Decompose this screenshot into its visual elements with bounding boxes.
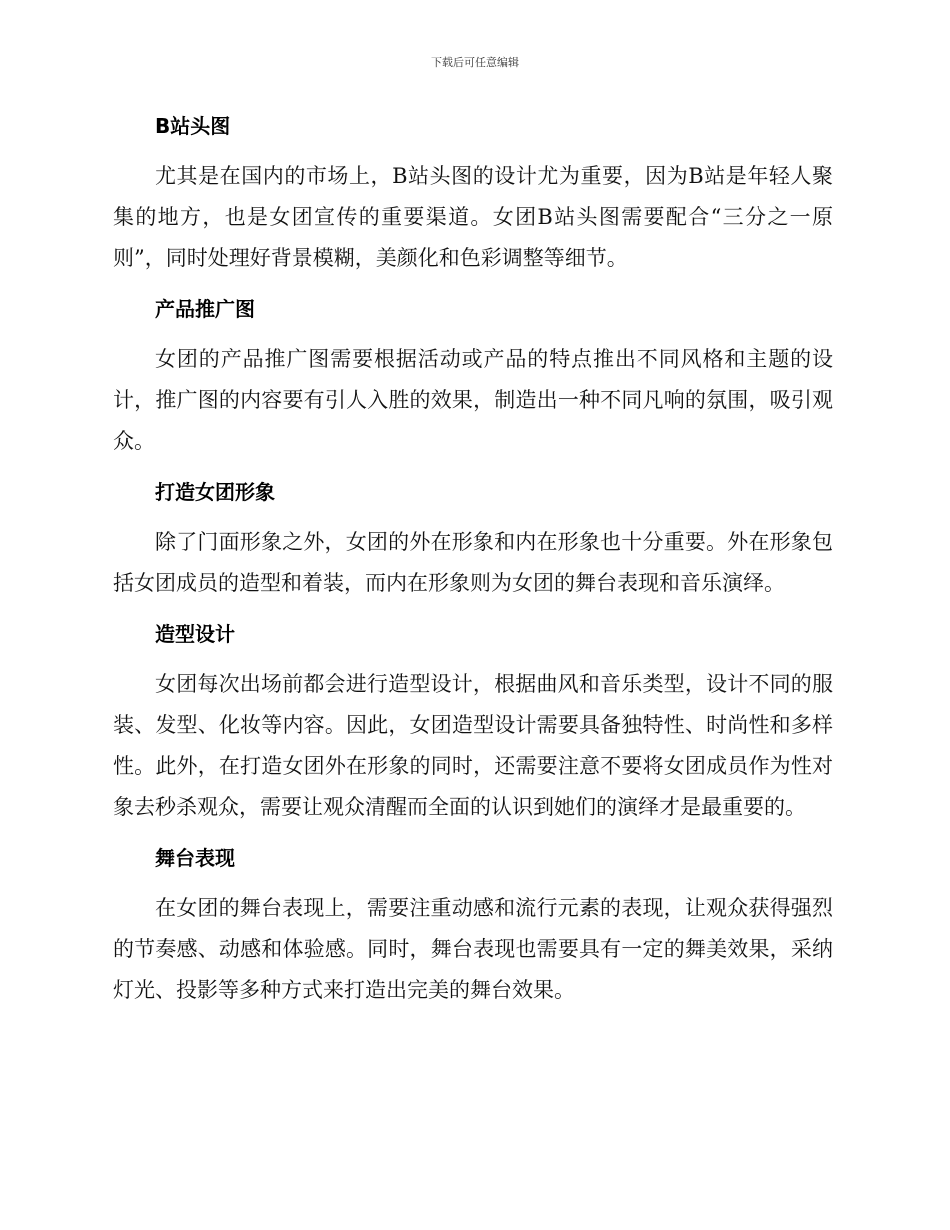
- section-bilibili-header-image: [113, 112, 833, 279]
- section-heading: 造型设计: [155, 622, 235, 646]
- section-paragraph: 在女团的舞台表现上，需要注重动感和流行元素的表现，让观众获得强烈的节奏感、动感和体验感。同时，舞台表现也需要具有一定的舞美效果，采纳灯光、投影等多种方式来打造出完美的舞台效果。: [113, 896, 833, 1002]
- section-build-group-image: [113, 478, 833, 604]
- section-heading: 舞台表现: [155, 846, 235, 870]
- page-header-note: 下载后可任意编辑: [431, 56, 519, 69]
- section-styling-design: [113, 620, 833, 828]
- section-paragraph: 尤其是在国内的市场上，B站头图的设计尤为重要，因为B站是年轻人聚集的地方，也是女团宣传的重要渠道。女团B站头图需要配合“三分之一原则”，同时处理好背景模糊，美颜化和色彩调整等细节。: [113, 164, 833, 270]
- section-product-promotion-image: [113, 295, 833, 462]
- section-paragraph: 女团每次出场前都会进行造型设计，根据曲风和音乐类型，设计不同的服装、发型、化妆等内容。因此，女团造型设计需要具备独特性、时尚性和多样性。此外，在打造女团外在形象的同时，还需要注意不要将女团成员作为性对象去秒杀观众，需要让观众清醒而全面的认识到她们的演绎才是最重要的。: [113, 672, 833, 819]
- section-heading: 打造女团形象: [155, 480, 275, 504]
- section-stage-performance: [113, 844, 833, 1011]
- section-heading: B站头图: [155, 114, 231, 138]
- document-body: [113, 112, 833, 1027]
- section-paragraph: 除了门面形象之外，女团的外在形象和内在形象也十分重要。外在形象包括女团成员的造型和着装，而内在形象则为女团的舞台表现和音乐演绎。: [113, 530, 833, 595]
- section-heading: 产品推广图: [155, 297, 255, 321]
- section-paragraph: 女团的产品推广图需要根据活动或产品的特点推出不同风格和主题的设计，推广图的内容要有引人入胜的效果，制造出一种不同凡响的氛围，吸引观众。: [113, 347, 833, 453]
